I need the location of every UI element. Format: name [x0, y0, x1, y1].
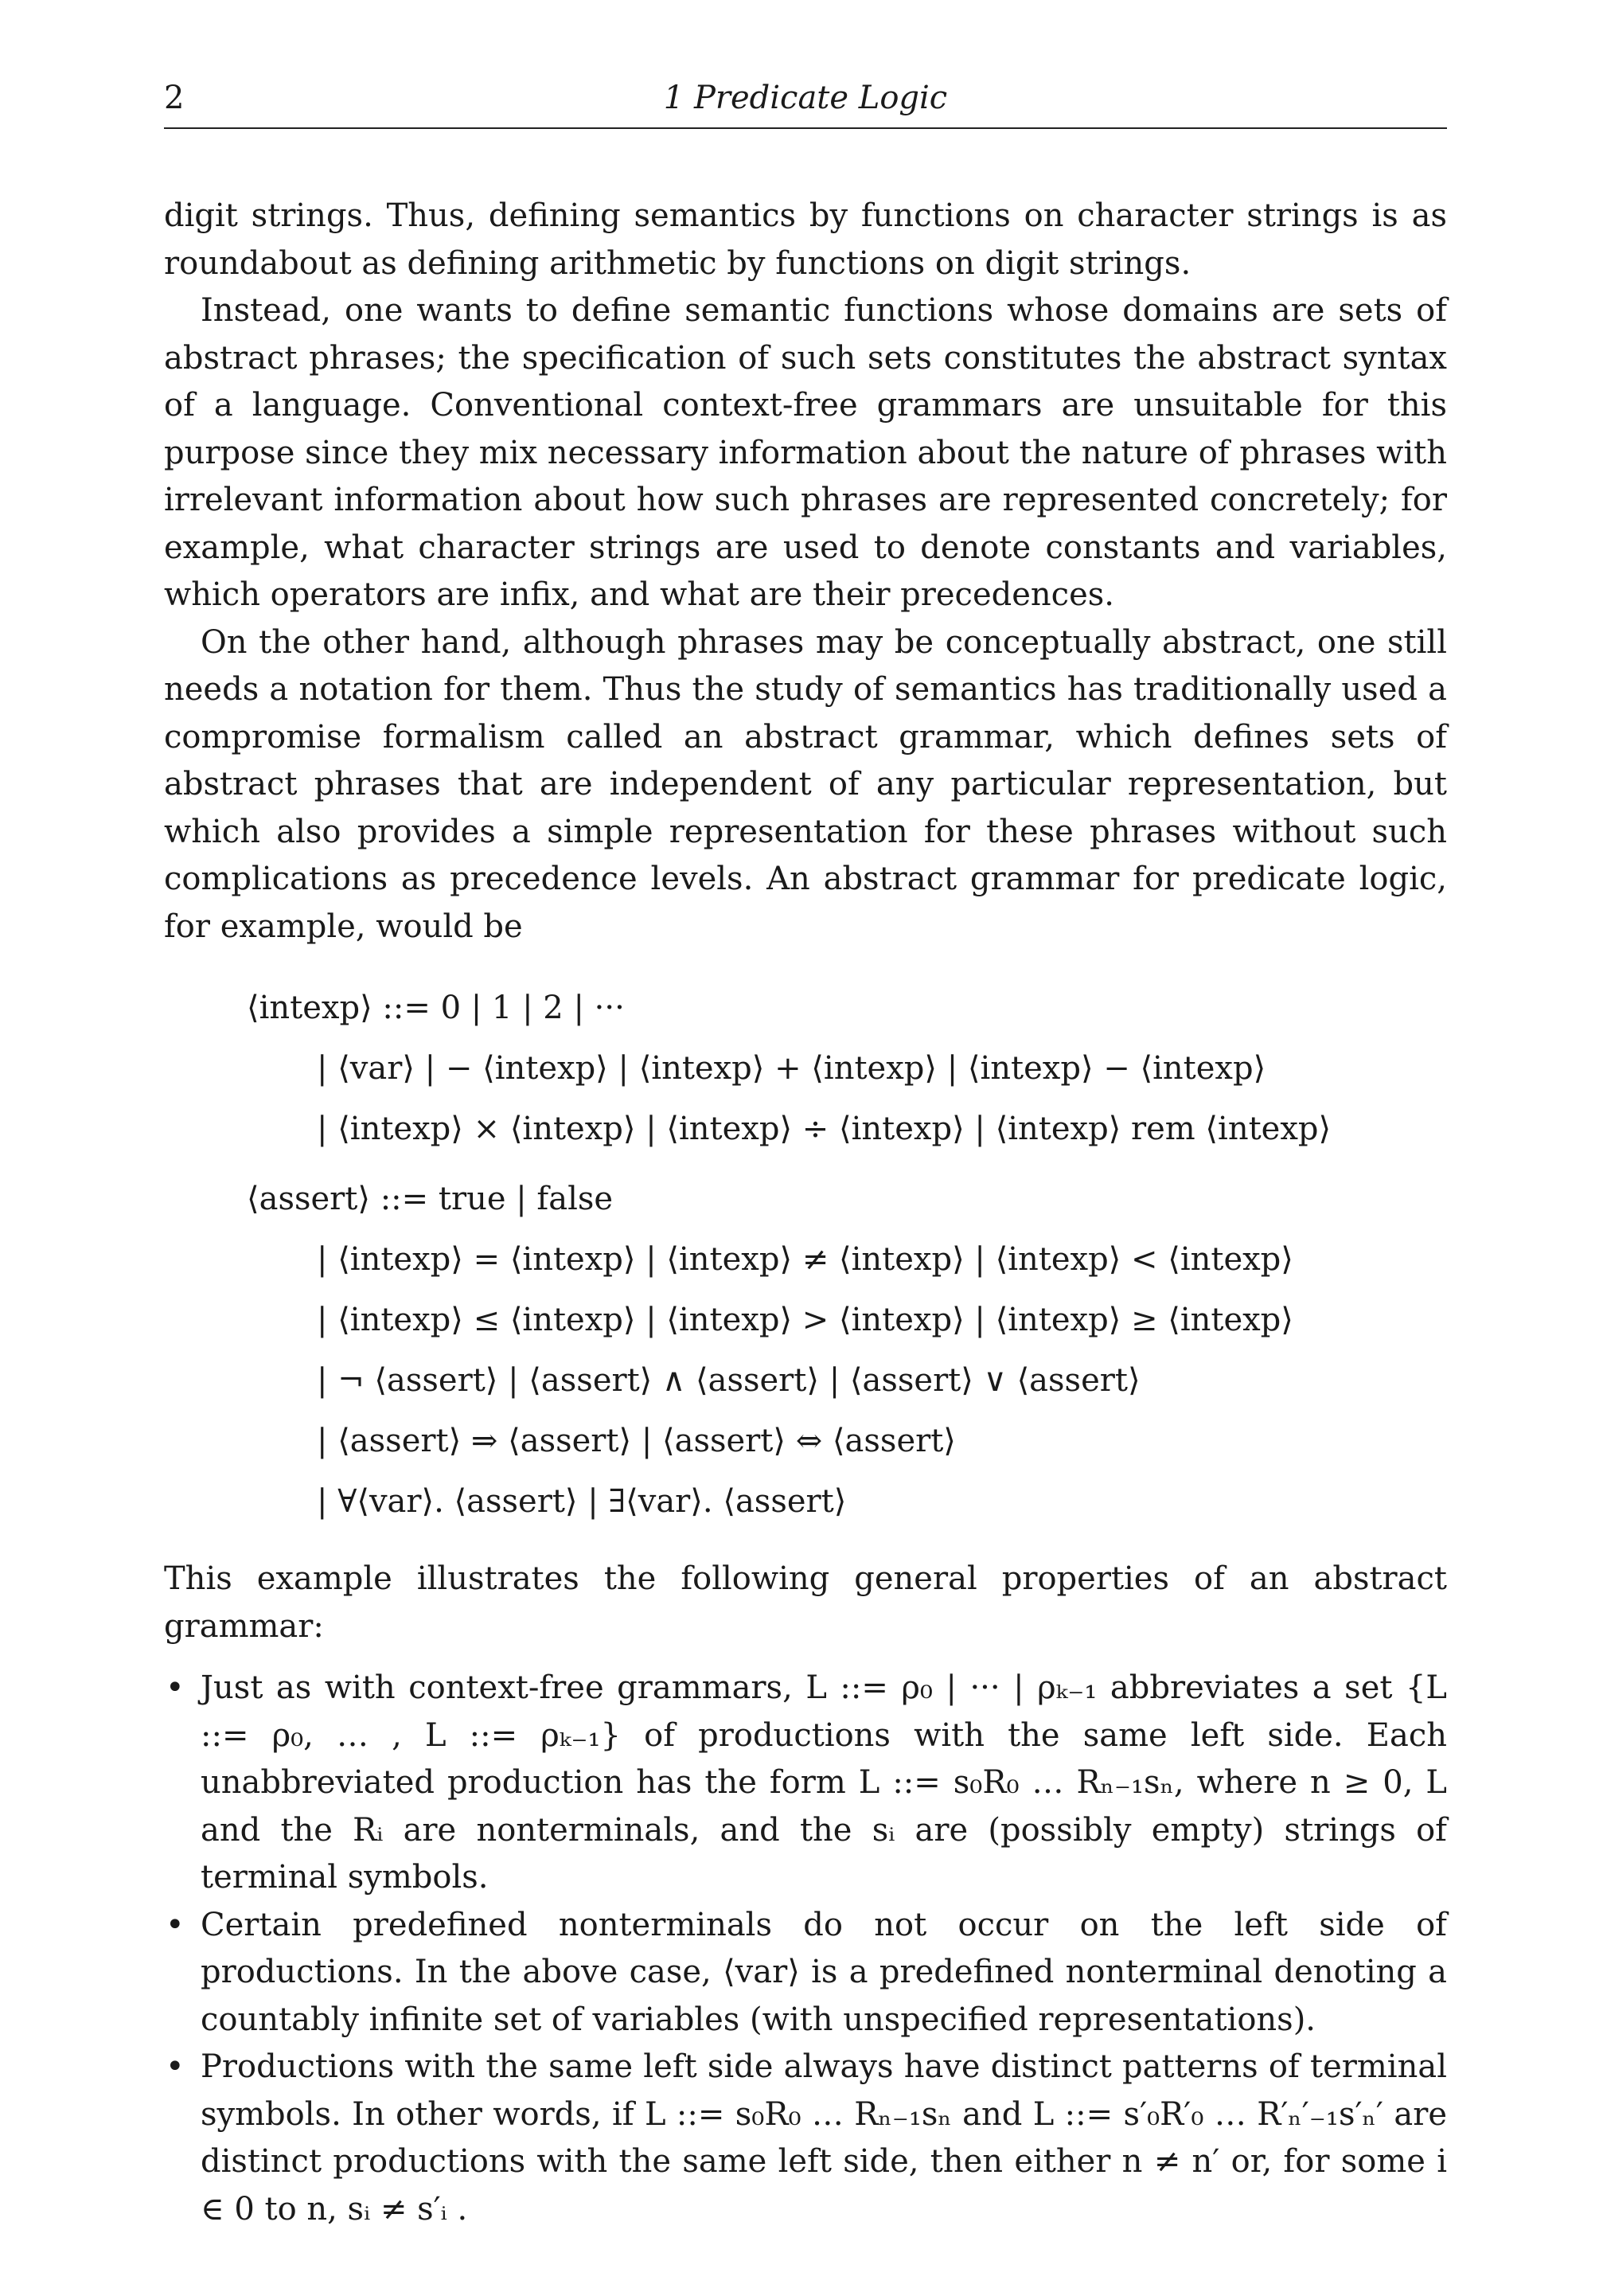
list-item	[164, 1902, 1447, 2044]
paragraph-after-grammar: This example illustrates the following general properties of an abstract grammar:	[164, 1560, 1447, 1645]
page-number: 2	[164, 80, 185, 116]
grammar-line: | ∀⟨var⟩. ⟨assert⟩ | ∃⟨var⟩. ⟨assert⟩	[317, 1483, 847, 1520]
running-head: 1 Predicate Logic	[663, 80, 948, 116]
grammar-line: | ⟨var⟩ | − ⟨intexp⟩ | ⟨intexp⟩ + ⟨intexp⟩ | ⟨intexp⟩ − ⟨intexp⟩	[317, 1050, 1266, 1087]
list-item	[164, 2044, 1447, 2233]
list-item-text: Just as with context-free grammars, L ::= ρ₀ | ··· | ρₖ₋₁ abbreviates a set {L ::= ρ₀, … , L ::= ρₖ₋₁} of productions with the same left side. Each unabbreviated production has the form L ::= s₀R₀ … Rₙ₋₁sₙ, where n ≥ 0, L and the Rᵢ are nonterminals, and the sᵢ are (possibly empty) strings of terminal symbols.	[201, 1669, 1447, 1896]
list-item-text: Certain predefined nonterminals do not occur on the left side of productions. In the above case, ⟨var⟩ is a predefined nonterminal denoting a countably infinite set of variables (with unspecified representations).	[201, 1906, 1447, 2038]
paragraph-1: digit strings. Thus, defining semantics by functions on character strings is as roundabout as defining arithmetic by functions on digit strings.	[164, 197, 1447, 282]
paragraph-3: On the other hand, although phrases may be conceptually abstract, one still needs a notation for them. Thus the study of semantics has traditionally used a compromise formalism called an abstract grammar, which defines sets of abstract phrases that are independent of any particular representation, but which also provides a simple representation for these phrases without such complications as precedence levels. An abstract grammar for predicate logic, for example, would be	[164, 623, 1447, 945]
bullet-icon: •	[166, 1669, 185, 1706]
grammar-line: | ¬ ⟨assert⟩ | ⟨assert⟩ ∧ ⟨assert⟩ | ⟨assert⟩ ∨ ⟨assert⟩	[317, 1362, 1141, 1399]
properties-list	[164, 1665, 1447, 2233]
assert-productions	[164, 1169, 1447, 1532]
bullet-icon: •	[166, 1906, 185, 1943]
list-item-text: Productions with the same left side always have distinct patterns of terminal symbols. In other words, if L ::= s₀R₀ … Rₙ₋₁sₙ and L ::= s′₀R′₀ … R′ₙ′₋₁s′ₙ′ are distinct productions with the same left side, then either n ≠ n′ or, for some i ∈ 0 to n, sᵢ ≠ s′ᵢ .	[201, 2048, 1447, 2228]
grammar-line: | ⟨intexp⟩ = ⟨intexp⟩ | ⟨intexp⟩ ≠ ⟨intexp⟩ | ⟨intexp⟩ < ⟨intexp⟩	[317, 1241, 1293, 1278]
grammar-line: ⟨assert⟩ ::= true | false	[247, 1181, 614, 1217]
intexp-productions	[164, 978, 1447, 1159]
paragraph-2: Instead, one wants to define semantic functions whose domains are sets of abstract phrases; the specification of such sets constitutes the abstract syntax of a language. Conventional context-free grammars are unsuitable for this purpose since they mix necessary information about the nature of phrases with irrelevant information about how such phrases are represented concretely; for example, what character strings are used to denote constants and variables, which operators are infix, and what are their precedences.	[164, 292, 1447, 613]
bullet-icon: •	[166, 2048, 185, 2085]
grammar-line: | ⟨assert⟩ ⇒ ⟨assert⟩ | ⟨assert⟩ ⇔ ⟨assert⟩	[317, 1423, 956, 1459]
grammar-line: | ⟨intexp⟩ ≤ ⟨intexp⟩ | ⟨intexp⟩ > ⟨intexp⟩ | ⟨intexp⟩ ≥ ⟨intexp⟩	[317, 1302, 1293, 1338]
grammar-line: | ⟨intexp⟩ × ⟨intexp⟩ | ⟨intexp⟩ ÷ ⟨intexp⟩ | ⟨intexp⟩ rem ⟨intexp⟩	[317, 1111, 1332, 1147]
abstract-grammar	[164, 978, 1447, 1532]
list-item	[164, 1665, 1447, 1902]
page-header	[164, 80, 1447, 129]
page-body	[164, 193, 1447, 2233]
grammar-line: ⟨intexp⟩ ::= 0 | 1 | 2 | ···	[247, 990, 625, 1026]
